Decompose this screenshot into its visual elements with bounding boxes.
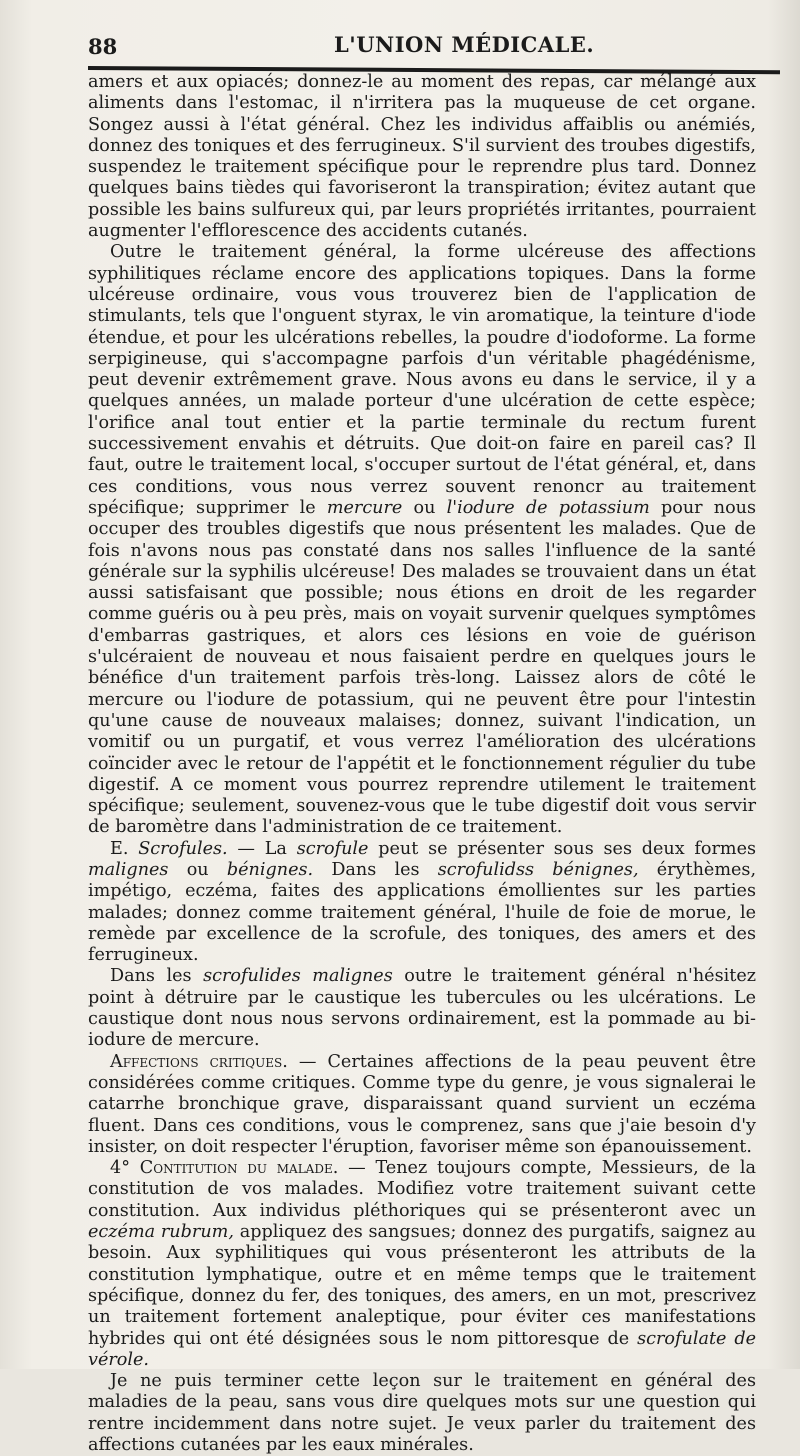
paragraph-scrofules: E. Scrofules. — La scrofule peut se présenter sous ses deux formes malignes ou bénignes. Dans les scrofulidss bénignes, érythèmes, impétigo, eczéma, faites des applications émollientes sur les parties malades; donnez comme traitement général, l'huile de foie de morue, le remède par excellence de la scrofule, des toniques, des amers et des ferrugineux. bbox=[88, 838, 757, 966]
paragraph-2: Outre le traitement général, la forme ulcéreuse des affections syphilitiques réclame encore des applications topiques. Dans la forme ulcéreuse ordinaire, vous vous trouverez bien de l'application de stimulants, tels que l'onguent styrax, le vin aromatique, la teinture d'iode étendue, et pour les ulcérations rebelles, la poudre d'iodoforme. La forme serpigineuse, qui s'accompagne parfois d'un véritable phagédénisme, peut devenir extrêmement grave. Nous avons eu dans le service, il y a quelques années, un malade porteur d'une ulcération de cette espèce; l'orifice anal tout entier et la partie terminale du rectum furent successivement envahis et détruits. Que doit-on faire en pareil cas? Il faut, outre le traitement local, s'occuper surtout de l'état général, et, dans ces conditions, vous nous verrez souvent renoncr au traitement spécifique; supprimer le mercure ou l'iodure de potassium pour nous occuper des troubles digestifs que nous présentent les malades. Que de fois n'avons nous pas constaté dans nos salles l'influence de la santé générale sur la syphilis ulcéreuse! Des malades se trouvaient dans un état aussi satisfaisant que possible; nous étions en droit de les regarder comme guéris ou à peu près, mais on voyait survenir quelques symptômes d'embarras gastriques, et alors ces lésions en voie de guérison s'ulcéraient de nouveau et nous faisaient perdre en quelques jours le bénéfice d'un traitement parfois très-long. Laissez alors de côté le mercure ou l'iodure de potassium, qui ne peuvent être pour l'intestin qu'une cause de nouveaux malaises; donnez, suivant l'indication, un vomitif ou un purgatif, et vous verrez l'amélioration des ulcérations coïncider avec le retour de l'appétit et le fonctionnement régulier du tube digestif. A ce moment vous pourrez reprendre utilement le traitement spécifique; seulement, souvenez-vous que le tube digestif doit vous servir de baromètre dans l'administration de ce traitement. bbox=[88, 242, 757, 838]
paragraph-scrofulides-malignes: Dans les scrofulides malignes outre le traitement général n'hésitez point à détruire par le caustique les tubercules ou les ulcérations. Le caustique dont nous nous servons ordinairement, est la pommade au bi-iodure de mercure. bbox=[88, 966, 756, 1051]
paragraph-1: amers et aux opiacés; donnez-le au moment des repas, car mélangé aux aliments dans l'estomac, il n'irritera pas la muqueuse de cet organe. Songez aussi à l'état général. Chez les individus affaiblis ou anémiés, donnez des toniques et des ferrugineux. S'il survient des troubes digestifs, suspendez le traitement spécifique pour le reprendre plus tard. Donnez quelques bains tièdes qui favoriseront la transpiration; évitez autant que possible les bains sulfureux qui, par leurs propriétés irritantes, pourraient augmenter l'efflorescence des accidents cutanés. bbox=[88, 72, 756, 242]
paragraph-constitution: 4° Contitution du malade. — Tenez toujours compte, Messieurs, de la constitution de vos malades. Modifiez votre traitement suivant cette constitution. Aux individus pléthoriques qui se présenteront avec un eczéma rubrum, appliquez des sangsues; donnez des purgatifs, saignez au besoin. Aux syphilitiques qui vous présenteront les attributs de la constitution lymphatique, outre et en même temps que le traitement spécifique, donnez du fer, des toniques, des amers, en un mot, prescrivez un traitement fortement analeptique, pour éviter ces manifestations hybrides qui ont été désignées sous le nom pittoresque de scrofulate de vérole. bbox=[88, 1158, 757, 1370]
page-number: 88 bbox=[88, 34, 118, 59]
body-text bbox=[88, 72, 756, 1456]
running-title: L'UNION MÉDICALE. bbox=[334, 32, 595, 57]
page-header bbox=[88, 28, 756, 64]
paragraph-closing: Je ne puis terminer cette leçon sur le traitement en général des maladies de la peau, sans vous dire quelques mots sur une question qui rentre incidemment dans notre sujet. Je veux parler du traitement des affections cutanées par les eaux minérales. bbox=[88, 1371, 756, 1455]
paragraph-affections-critiques: Affections critiques. — Certaines affections de la peau peuvent être considérées comme critiques. Comme type du genre, je vous signalerai le catarrhe bronchique grave, disparaissant quand survient un eczéma fluent. Dans ces conditions, vous le comprenez, sans que j'aie besoin d'y insister, on doit respecter l'éruption, favoriser même son épanouissement. bbox=[88, 1051, 756, 1157]
